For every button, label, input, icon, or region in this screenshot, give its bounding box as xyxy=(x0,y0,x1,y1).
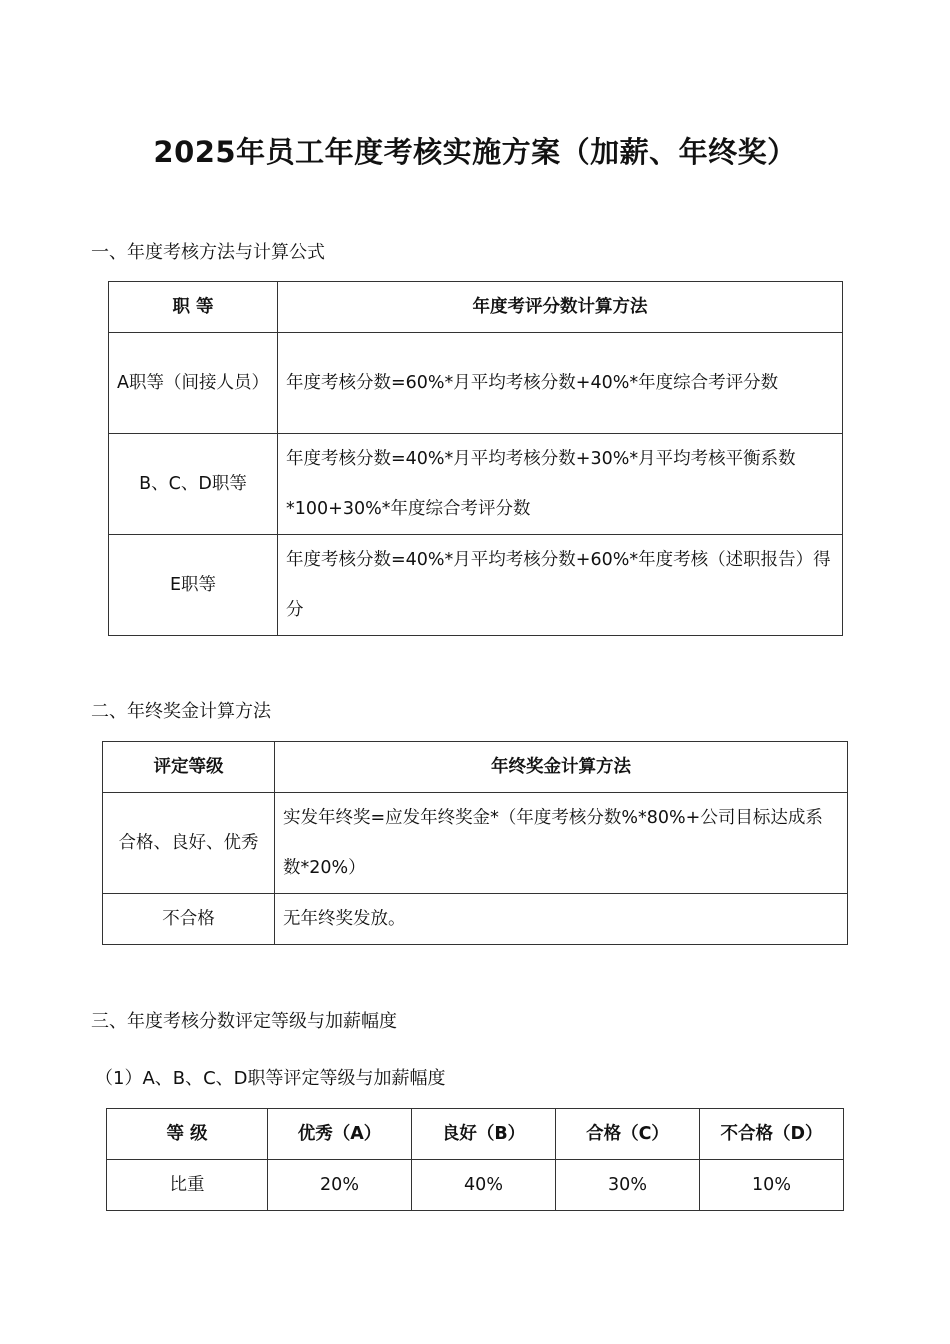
grade-cell: B、C、D职等 xyxy=(109,434,278,535)
section2-heading: 二、年终奖金计算方法 xyxy=(91,701,271,722)
ratio-cell: 40% xyxy=(412,1160,556,1211)
rating-cell: 不合格 xyxy=(103,894,275,945)
table-row xyxy=(103,894,848,945)
score-method-table xyxy=(108,281,843,636)
table-header-row xyxy=(107,1109,844,1160)
section3-heading: 三、年度考核分数评定等级与加薪幅度 xyxy=(91,1011,397,1032)
table-row xyxy=(109,333,843,434)
table-row xyxy=(109,434,843,535)
table-row xyxy=(109,535,843,636)
section3-subheading: （1）A、B、C、D职等评定等级与加薪幅度 xyxy=(95,1068,446,1089)
page-title: 2025年员工年度考核实施方案（加薪、年终奖） xyxy=(153,135,797,169)
section1-heading: 一、年度考核方法与计算公式 xyxy=(91,242,325,263)
table-row xyxy=(103,793,848,894)
table-row xyxy=(107,1160,844,1211)
header-excellent: 优秀（A） xyxy=(268,1109,412,1160)
grade-ratio-table xyxy=(106,1108,844,1211)
bonus-method-cell: 实发年终奖=应发年终奖金*（年度考核分数%*80%+公司目标达成系数*20%） xyxy=(275,793,848,894)
header-pass: 合格（C） xyxy=(556,1109,700,1160)
method-cell: 年度考核分数=60%*月平均考核分数+40%*年度综合考评分数 xyxy=(278,333,843,434)
header-method: 年度考评分数计算方法 xyxy=(278,282,843,333)
header-fail: 不合格（D） xyxy=(700,1109,844,1160)
ratio-cell: 30% xyxy=(556,1160,700,1211)
header-rating: 评定等级 xyxy=(103,742,275,793)
ratio-label-cell: 比重 xyxy=(107,1160,268,1211)
table-header-row xyxy=(109,282,843,333)
method-cell: 年度考核分数=40%*月平均考核分数+30%*月平均考核平衡系数*100+30%*年度综合考评分数 xyxy=(278,434,843,535)
ratio-cell: 20% xyxy=(268,1160,412,1211)
bonus-method-table xyxy=(102,741,848,945)
ratio-cell: 10% xyxy=(700,1160,844,1211)
method-cell: 年度考核分数=40%*月平均考核分数+60%*年度考核（述职报告）得分 xyxy=(278,535,843,636)
header-good: 良好（B） xyxy=(412,1109,556,1160)
grade-cell: E职等 xyxy=(109,535,278,636)
header-level: 等 级 xyxy=(107,1109,268,1160)
table-header-row xyxy=(103,742,848,793)
header-bonus-method: 年终奖金计算方法 xyxy=(275,742,848,793)
bonus-method-cell: 无年终奖发放。 xyxy=(275,894,848,945)
rating-cell: 合格、良好、优秀 xyxy=(103,793,275,894)
grade-cell: A职等（间接人员） xyxy=(109,333,278,434)
header-grade: 职 等 xyxy=(109,282,278,333)
